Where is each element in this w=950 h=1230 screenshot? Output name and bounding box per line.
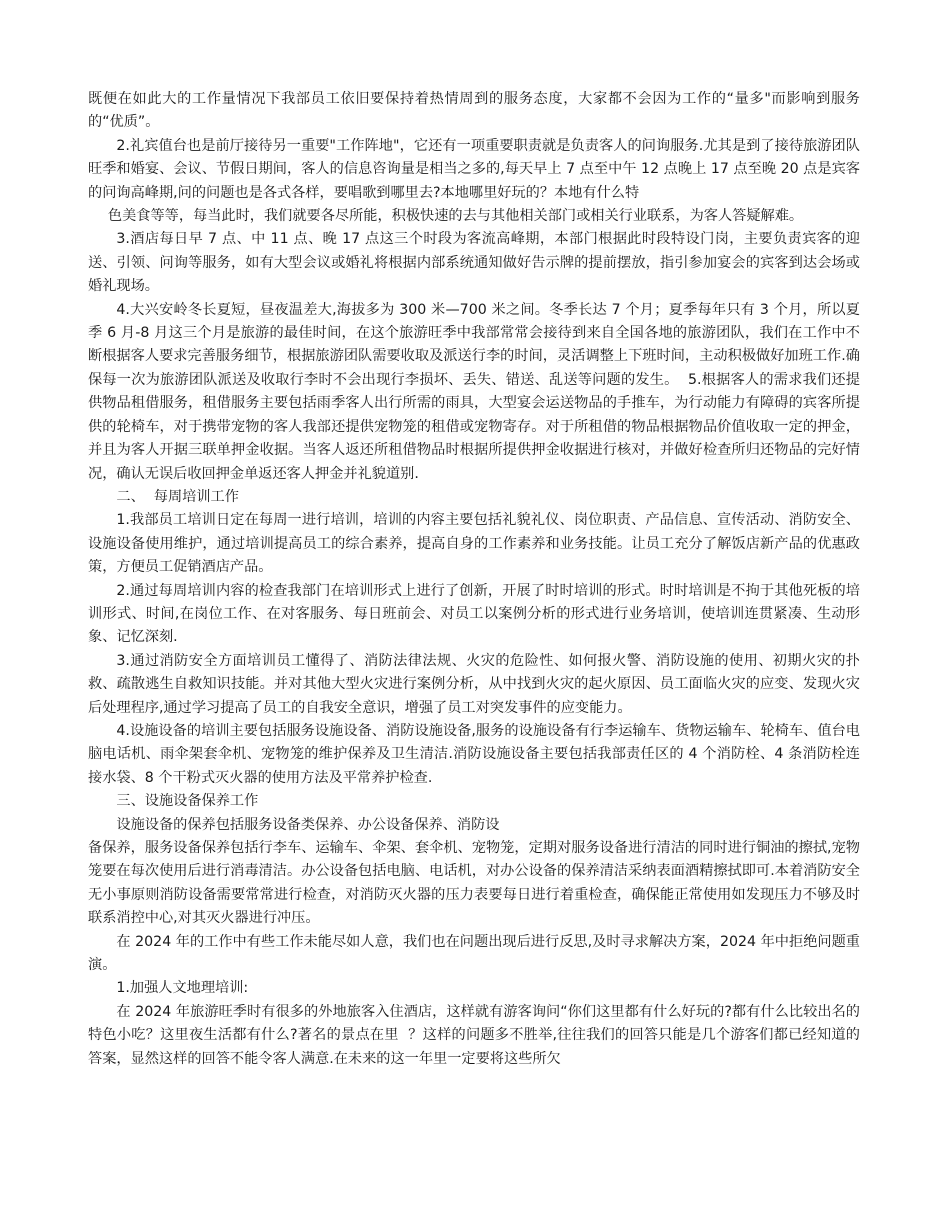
paragraph-2: 2.礼宾值台也是前厅接待另一重要"工作阵地"，它还有一项重要职责就是负责客人的问询服务.尤其是到了接待旅游团队旺季和婚宴、会议、节假日期间，客人的信息咨询量是相当之多的,每天早上 7 点至中午 12 点晚上 17 点至晚 20 点是宾客的问询高峰期,问的问题也是各式各样，要唱歌到哪里去?本地哪里好玩的？本地有什么特 bbox=[88, 137, 860, 201]
paragraph-10: 4.设施设备的培训主要包括服务设施设备、消防设施设备,服务的设施设备有行李运输车、货物运输车、轮椅车、值台电脑电话机、雨伞架套伞机、宠物笼的维护保养及卫生清洁.消防设施设备主要包括我部责任区的 4 个消防栓、4 条消防栓连接水袋、8 个干粉式灭火器的使用方法及平常养护检查. bbox=[88, 722, 860, 786]
paragraph-8: 2.通过每周培训内容的检查我部门在培训形式上进行了创新，开展了时时培训的形式。时时培训是不拘于其他死板的培训形式、时间,在岗位工作、在对客服务、每日班前会、对员工以案例分析的形式进行业务培训，使培训连贯紧凑、生动形象、记忆深刻. bbox=[88, 582, 860, 646]
paragraph-4: 3.酒店每日早 7 点、中 11 点、晚 17 点这三个时段为客流高峰期，本部门根据此时段特设门岗，主要负责宾客的迎送、引领、问询等服务，如有大型会议或婚礼将根据内部系统通知做好告示牌的提前摆放，指引参加宴会的宾客到达会场或婚礼现场。 bbox=[88, 231, 860, 295]
paragraph-15: 1.加强人文地理培训: bbox=[116, 980, 249, 997]
paragraph-14: 在 2024 年的工作中有些工作未能尽如人意，我们也在问题出现后进行反思,及时寻求解决方案，2024 年中拒绝问题重演。 bbox=[88, 933, 860, 974]
paragraph-1: 既便在如此大的工作量情况下我部员工依旧要保持着热情周到的服务态度，大家都不会因为工作的“量多"而影响到服务的“优质”。 bbox=[88, 91, 860, 131]
section-heading-training: 二、 每周培训工作 bbox=[116, 488, 239, 505]
paragraph-7: 1.我部员工培训日定在每周一进行培训，培训的内容主要包括礼貌礼仪、岗位职责、产品信息、宣传活动、消防安全、设施设备使用维护，通过培训提高员工的综合素养，提高自身的工作素养和业务技能。让员工充分了解饭店新产品的优惠政策，方便员工促销酒店产品。 bbox=[88, 512, 860, 576]
paragraph-12: 设施设备的保养包括服务设备类保养、办公设备保养、消防设 bbox=[116, 816, 500, 833]
document-page bbox=[88, 88, 860, 1071]
paragraph-13: 备保养，服务设备保养包括行李车、运输车、伞架、套伞机、宠物笼，定期对服务设备进行清洁的同时进行铜油的擦拭,宠物笼要在每次使用后进行消毒清洁。办公设备包括电脑、电话机，对办公设备的保养清洁采纳表面酒精擦拭即可.本着消防安全无小事原则消防设备需要常常进行检查，对消防灭火器的压力表要每日进行着重检查，确保能正常使用如发现压力不够及时联系消控中心,对其灭火器进行冲压。 bbox=[88, 840, 860, 927]
paragraph-3: 色美食等等，每当此时，我们就要各尽所能，积极快速的去与其他相关部门或相关行业联系，为客人答疑解难。 bbox=[107, 208, 804, 225]
paragraph-16: 在 2024 年旅游旺季时有很多的外地旅客入住酒店，这样就有游客询问“你们这里都有什么好玩的?都有什么比较出名的特色小吃？这里夜生活都有什么?著名的景点在里 ？这样的问题多不胜举,往往我们的回答只能是几个游客们都已经知道的答案，显然这样的回答不能令客人满意.在未来的这一年里一定要将这些所欠 bbox=[88, 1003, 860, 1067]
paragraph-5: 4.大兴安岭冬长夏短，昼夜温差大,海拔多为 300 米—700 米之间。冬季长达 7 个月；夏季每年只有 3 个月，所以夏季 6 月-8 月这三个月是旅游的最佳时间，在这个旅游旺季中我部常常会接待到来自全国各地的旅游团队，我们在工作中不断根据客人要求完善服务细节，根据旅游团队需要收取及派送行李的时间，灵活调整上下班时间，主动积极做好加班工作.确保每一次为旅游团队派送及收取行李时不会出现行李损坏、丢失、错送、乱送等问题的发生。 5.根据客人的需求我们还提供物品租借服务，租借服务主要包括雨季客人出行所需的雨具，大型宴会运送物品的手推车，为行动能力有障碍的宾客所提供的轮椅车，对于携带宠物的客人我部还提供宠物笼的租借或宠物寄存。对于所租借的物品根据物品价值收取一定的押金，并且为客人开据三联单押金收据。当客人返还所租借物品时根据所提供押金收据进行核对，并做好检查所归还物品的完好情况，确认无误后收回押金单返还客人押金并礼貌道别. bbox=[88, 301, 860, 482]
paragraph-9: 3.通过消防安全方面培训员工懂得了、消防法律法规、火灾的危险性、如何报火警、消防设施的使用、初期火灾的扑救、疏散逃生自救知识技能。并对其他大型火灾进行案例分析，从中找到火灾的起火原因、员工面临火灾的应变、发现火灾后处理程序,通过学习提高了员工的自我安全意识，增强了员工对突发事件的应变能力。 bbox=[88, 652, 860, 716]
section-heading-maintenance: 三、设施设备保养工作 bbox=[116, 793, 259, 810]
